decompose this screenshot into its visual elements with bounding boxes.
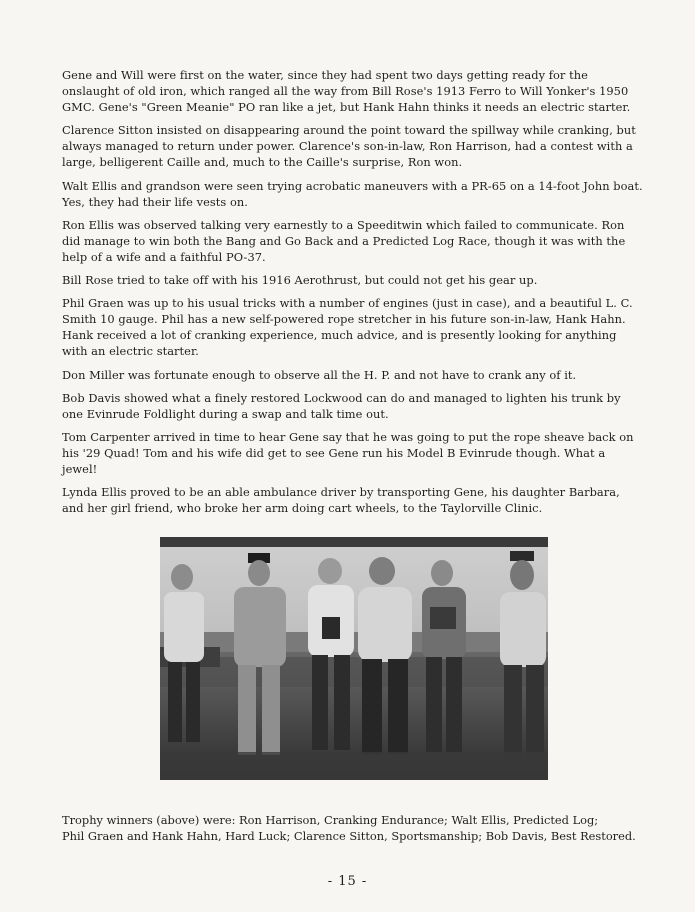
paragraph-10: Lynda Ellis proved to be an able ambulance driver by transporting Gene, his daughter Barbara, and her girl friend, who broke her arm doing cart wheels, to the Taylorville Clinic. [62,485,620,516]
paragraph-8: Bob Davis showed what a finely restored Lockwood can do and managed to lighten his trunk by one Evinrude Foldlight during a swap and talk time out. [62,390,621,421]
photo-caption [62,812,662,845]
article-body [62,67,644,523]
caption-line-1: Trophy winners (above) were: Ron Harrison, Cranking Endurance; Walt Ellis, Predicted Log; [62,813,599,827]
paragraph-1: Gene and Will were first on the water, since they had spent two days getting ready for the onslaught of old iron, which ranged all the way from Bill Rose's 1913 Ferro to Will Yonker's 1950 GMC. Gene's "Green Meanie" PO ran like a jet, but Hank Hahn thinks it needs an electric starter. [62,68,631,115]
group-photo-illustration [160,537,548,780]
paragraph-3: Walt Ellis and grandson were seen trying acrobatic maneuvers with a PR-65 on a 14-foot John boat. Yes, they had their life vests on. [62,178,643,209]
paragraph-9: Tom Carpenter arrived in time to hear Gene say that he was going to put the rope sheave back on his '29 Quad! Tom and his wife did get to see Gene run his Model B Evinrude though. What a jewel! [62,429,634,476]
paragraph-6: Phil Graen was up to his usual tricks with a number of engines (just in case), and a beautiful L. C. Smith 10 gauge. Phil has a new self-powered rope stretcher in his future son-in-law, Hank Hahn. Hank received a lot of cranking experience, much advice, and is presently looking for anything with an electric starter. [62,296,633,359]
trophy-winners-photo [160,537,548,780]
page-number: - 15 - [327,874,368,889]
paragraph-7: Don Miller was fortunate enough to observe all the H. P. and not have to crank any of it. [62,367,577,382]
paragraph-4: Ron Ellis was observed talking very earnestly to a Speeditwin which failed to communicate. Ron did manage to win both the Bang and Go Back and a Predicted Log Race, though it was with the help of a wife and a faithful PO-37. [62,217,626,264]
caption-line-2: Phil Graen and Hank Hahn, Hard Luck; Clarence Sitton, Sportsmanship; Bob Davis, Best Restored. [62,829,636,844]
paragraph-2: Clarence Sitton insisted on disappearing around the point toward the spillway while cranking, but always managed to return under power. Clarence's son-in-law, Ron Harrison, had a contest with a large, belligerent Caille and, much to the Caille's surprise, Ron won. [62,123,636,170]
paragraph-5: Bill Rose tried to take off with his 1916 Aerothrust, but could not get his gear up. [62,273,538,288]
